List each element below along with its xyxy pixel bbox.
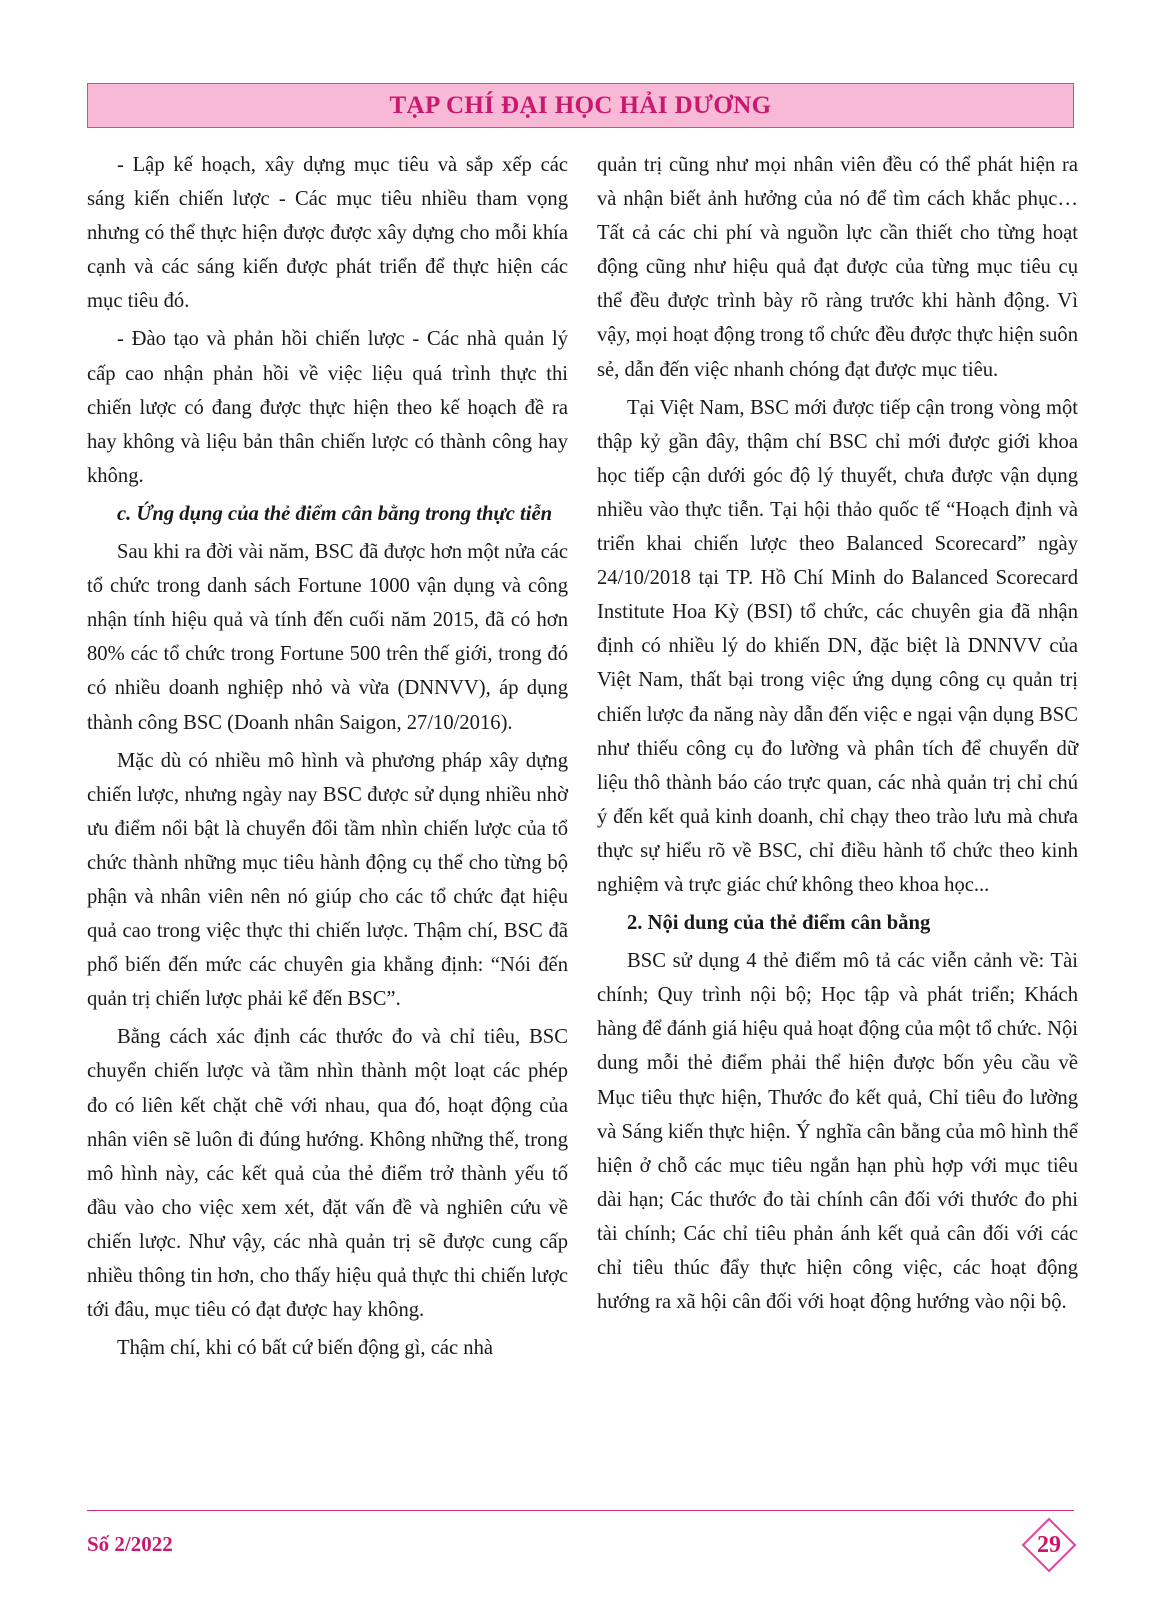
paragraph: Bằng cách xác định các thước đo và chỉ tiêu, BSC chuyển chiến lược và tầm nhìn thành một loạt các phép đo có liên kết chặt chẽ với nhau, qua đó, hoạt động của nhân viên sẽ luôn đi đúng hướng. Không những thế, trong mô hình này, các kết quả của thẻ điểm trở thành yếu tố đầu vào cho việc xem xét, đặt vấn đề và nghiên cứu về chiến lược. Như vậy, các nhà quản trị sẽ được cung cấp nhiều thông tin hơn, cho thấy hiệu quả thực thi chiến lược tới đâu, mục tiêu có đạt được hay không. — [87, 1026, 568, 1322]
paragraph: quản trị cũng như mọi nhân viên đều có thể phát hiện ra và nhận biết ảnh hưởng của nó để tìm cách khắc phục… Tất cả các chi phí và nguồn lực cần thiết cho từng hoạt động cũng như hiệu quả đạt được của từng mục tiêu cụ thể đều được trình bày rõ ràng trước khi hành động. Vì vậy, mọi hoạt động trong tổ chức đều được thực hiện suôn sẻ, dẫn đến việc nhanh chóng đạt được mục tiêu. — [597, 154, 1078, 381]
paragraph: Mặc dù có nhiều mô hình và phương pháp xây dựng chiến lược, nhưng ngày nay BSC được sử dụng nhiều nhờ ưu điểm nổi bật là chuyển đổi tầm nhìn chiến lược của tổ chức thành những mục tiêu hành động cụ thể cho từng bộ phận và nhân viên nên nó giúp cho các tổ chức đạt hiệu quả cao trong việc thực thi chiến lược. Thậm chí, BSC đã phổ biến đến mức các chuyên gia khẳng định: “Nói đến quản trị chiến lược phải kể đến BSC”. — [87, 749, 568, 1011]
right-column — [597, 148, 1078, 1323]
page-badge — [1021, 1517, 1077, 1573]
paragraph: - Đào tạo và phản hồi chiến lược - Các nhà quản lý cấp cao nhận phản hồi về việc liệu quá trình thực thi chiến lược có đang được thực hiện theo kế hoạch đề ra hay không và liệu bản thân chiến lược có thành công hay không. — [87, 328, 568, 487]
paragraph: Sau khi ra đời vài năm, BSC đã được hơn một nửa các tổ chức trong danh sách Fortune 1000 vận dụng và công nhận tính hiệu quả và tính đến cuối năm 2015, đã có hơn 80% các tổ chức trong Fortune 500 trên thế giới, trong đó có nhiều doanh nghiệp nhỏ và vừa (DNNVV), áp dụng thành công BSC (Doanh nhân Saigon, 27/10/2016). — [87, 541, 568, 734]
journal-header — [87, 83, 1074, 128]
paragraph: Tại Việt Nam, BSC mới được tiếp cận trong vòng một thập kỷ gần đây, thậm chí BSC chỉ mới được giới khoa học tiếp cận dưới góc độ lý thuyết, chưa được vận dụng nhiều vào thực tiễn. Tại hội thảo quốc tế “Hoạch định và triển khai chiến lược theo Balanced Scorecard” ngày 24/10/2018 tại TP. Hồ Chí Minh do Balanced Scorecard Institute Hoa Kỳ (BSI) tổ chức, các chuyên gia đã nhận định có nhiều lý do khiến DN, đặc biệt là DNNVV của Việt Nam, thất bại trong việc ứng dụng công cụ quản trị chiến lược đa năng này dẫn đến việc e ngại vận dụng BSC như thiếu công cụ đo lường và phân tích để chuyển dữ liệu thô thành báo cáo trực quan, các nhà quản trị chỉ chú ý đến kết quả kinh doanh, chỉ chạy theo trào lưu mà chưa thực sự hiểu rõ về BSC, chỉ điều hành tổ chức theo kinh nghiệm và trực giác chứ không theo khoa học... — [597, 396, 1078, 896]
paragraph: - Lập kế hoạch, xây dựng mục tiêu và sắp xếp các sáng kiến chiến lược - Các mục tiêu nhiều tham vọng nhưng có thể thực hiện được được xây dựng cho mỗi khía cạnh và các sáng kiến được phát triển để thực hiện các mục tiêu đó. — [87, 154, 568, 313]
footer-divider — [87, 1510, 1074, 1511]
left-column — [87, 148, 568, 1369]
paragraph: BSC sử dụng 4 thẻ điểm mô tả các viễn cảnh về: Tài chính; Quy trình nội bộ; Học tập và phát triển; Khách hàng để đánh giá hiệu quả hoạt động của một tổ chức. Nội dung mỗi thẻ điểm phải thể hiện được bốn yêu cầu về Mục tiêu thực hiện, Thước đo kết quả, Chỉ tiêu đo lường và Sáng kiến thực hiện. Ý nghĩa cân bằng của mô hình thể hiện ở chỗ các mục tiêu ngắn hạn phù hợp với mục tiêu dài hạn; Các thước đo tài chính cân đối với thước đo phi tài chính; Các chỉ tiêu phản ánh kết quả cân đối với các chỉ tiêu thúc đẩy thực hiện công việc, các hoạt động hướng ra xã hội cân đối với hoạt động hướng vào nội bộ. — [597, 950, 1078, 1314]
journal-title: TẠP CHÍ ĐẠI HỌC HẢI DƯƠNG — [389, 91, 772, 119]
subsection-heading: c. Ứng dụng của thẻ điểm cân bằng trong thực tiễn — [117, 502, 553, 525]
issue-number: Số 2/2022 — [87, 1532, 173, 1556]
page-number: 29 — [1037, 1531, 1061, 1558]
section-heading: 2. Nội dung của thẻ điểm cân bằng — [627, 912, 931, 935]
paragraph: Thậm chí, khi có bất cứ biến động gì, các nhà — [117, 1337, 494, 1360]
